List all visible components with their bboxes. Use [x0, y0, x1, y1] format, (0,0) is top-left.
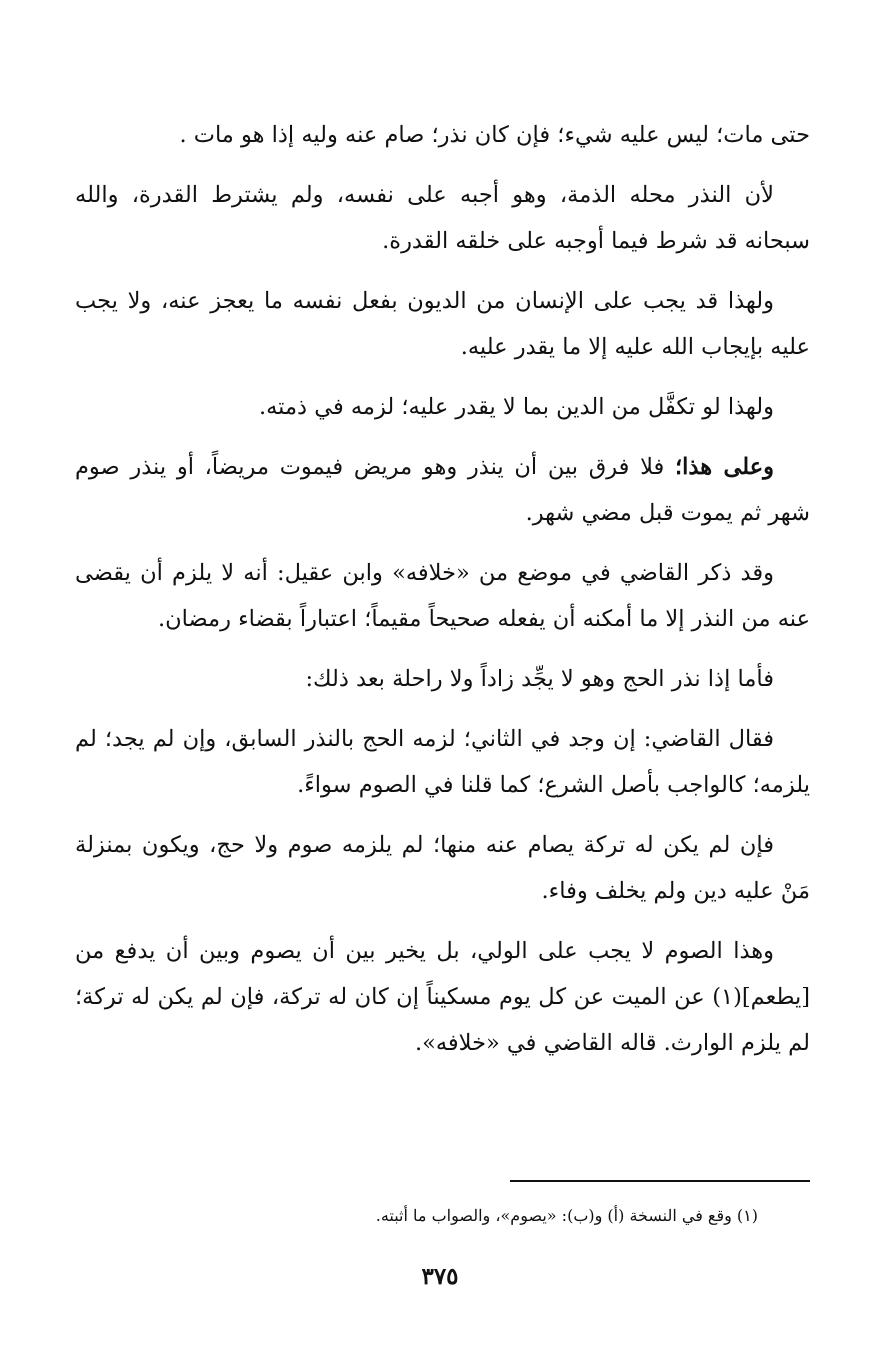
paragraph: وهذا الصوم لا يجب على الولي، بل يخير بين أن يصوم وبين أن يدفع من [يطعم](١) عن الميت عن كل يوم مسكيناً إن كان له تركة، فإن لم يكن له تركة؛ لم يلزم الوارث. قاله القاضي في «خلافه». — [75, 938, 810, 1056]
paragraph: حتى مات؛ ليس عليه شيء؛ فإن كان نذر؛ صام عنه وليه إذا هو مات . — [179, 122, 810, 148]
paragraph: فإن لم يكن له تركة يصام عنه منها؛ لم يلزمه صوم ولا حج، ويكون بمنزلة مَنْ عليه دين ولم يخلف وفاء. — [75, 832, 810, 904]
footnote-separator — [510, 1180, 810, 1182]
paragraph: وقد ذكر القاضي في موضع من «خلافه» وابن عقيل: أنه لا يلزم أن يقضى عنه من النذر إلا ما أمكنه أن يفعله صحيحاً مقيماً؛ اعتباراً بقضاء رمضان. — [75, 560, 810, 632]
paragraph-body: فلا فرق بين أن ينذر وهو مريض فيموت مريضاً، أو ينذر صوم شهر ثم يموت قبل مضي شهر. — [75, 454, 810, 526]
footnote: (١) وقع في النسخة (أ) و(ب): «يصوم»، والصواب ما أثبته. — [375, 1206, 758, 1225]
paragraph-lead: وعلى هذا؛ — [675, 454, 775, 480]
paragraph: فأما إذا نذر الحج وهو لا يجِّد زاداً ولا راحلة بعد ذلك: — [305, 666, 774, 692]
paragraph — [75, 444, 810, 536]
page-number: ٣٧٥ — [421, 1263, 459, 1290]
main-text — [75, 112, 810, 1080]
paragraph: لأن النذر محله الذمة، وهو أجبه على نفسه، ولم يشترط القدرة، والله سبحانه قد شرط فيما أوجبه على خلقه القدرة. — [75, 182, 810, 254]
paragraph: ولهذا لو تكفَّل من الدين بما لا يقدر عليه؛ لزمه في ذمته. — [258, 394, 774, 420]
paragraph: ولهذا قد يجب على الإنسان من الديون بفعل نفسه ما يعجز عنه، ولا يجب عليه بإيجاب الله عليه إلا ما يقدر عليه. — [75, 288, 810, 360]
paragraph: فقال القاضي: إن وجد في الثاني؛ لزمه الحج بالنذر السابق، وإن لم يجد؛ لم يلزمه؛ كالواجب بأصل الشرع؛ كما قلنا في الصوم سواءً. — [75, 726, 810, 798]
